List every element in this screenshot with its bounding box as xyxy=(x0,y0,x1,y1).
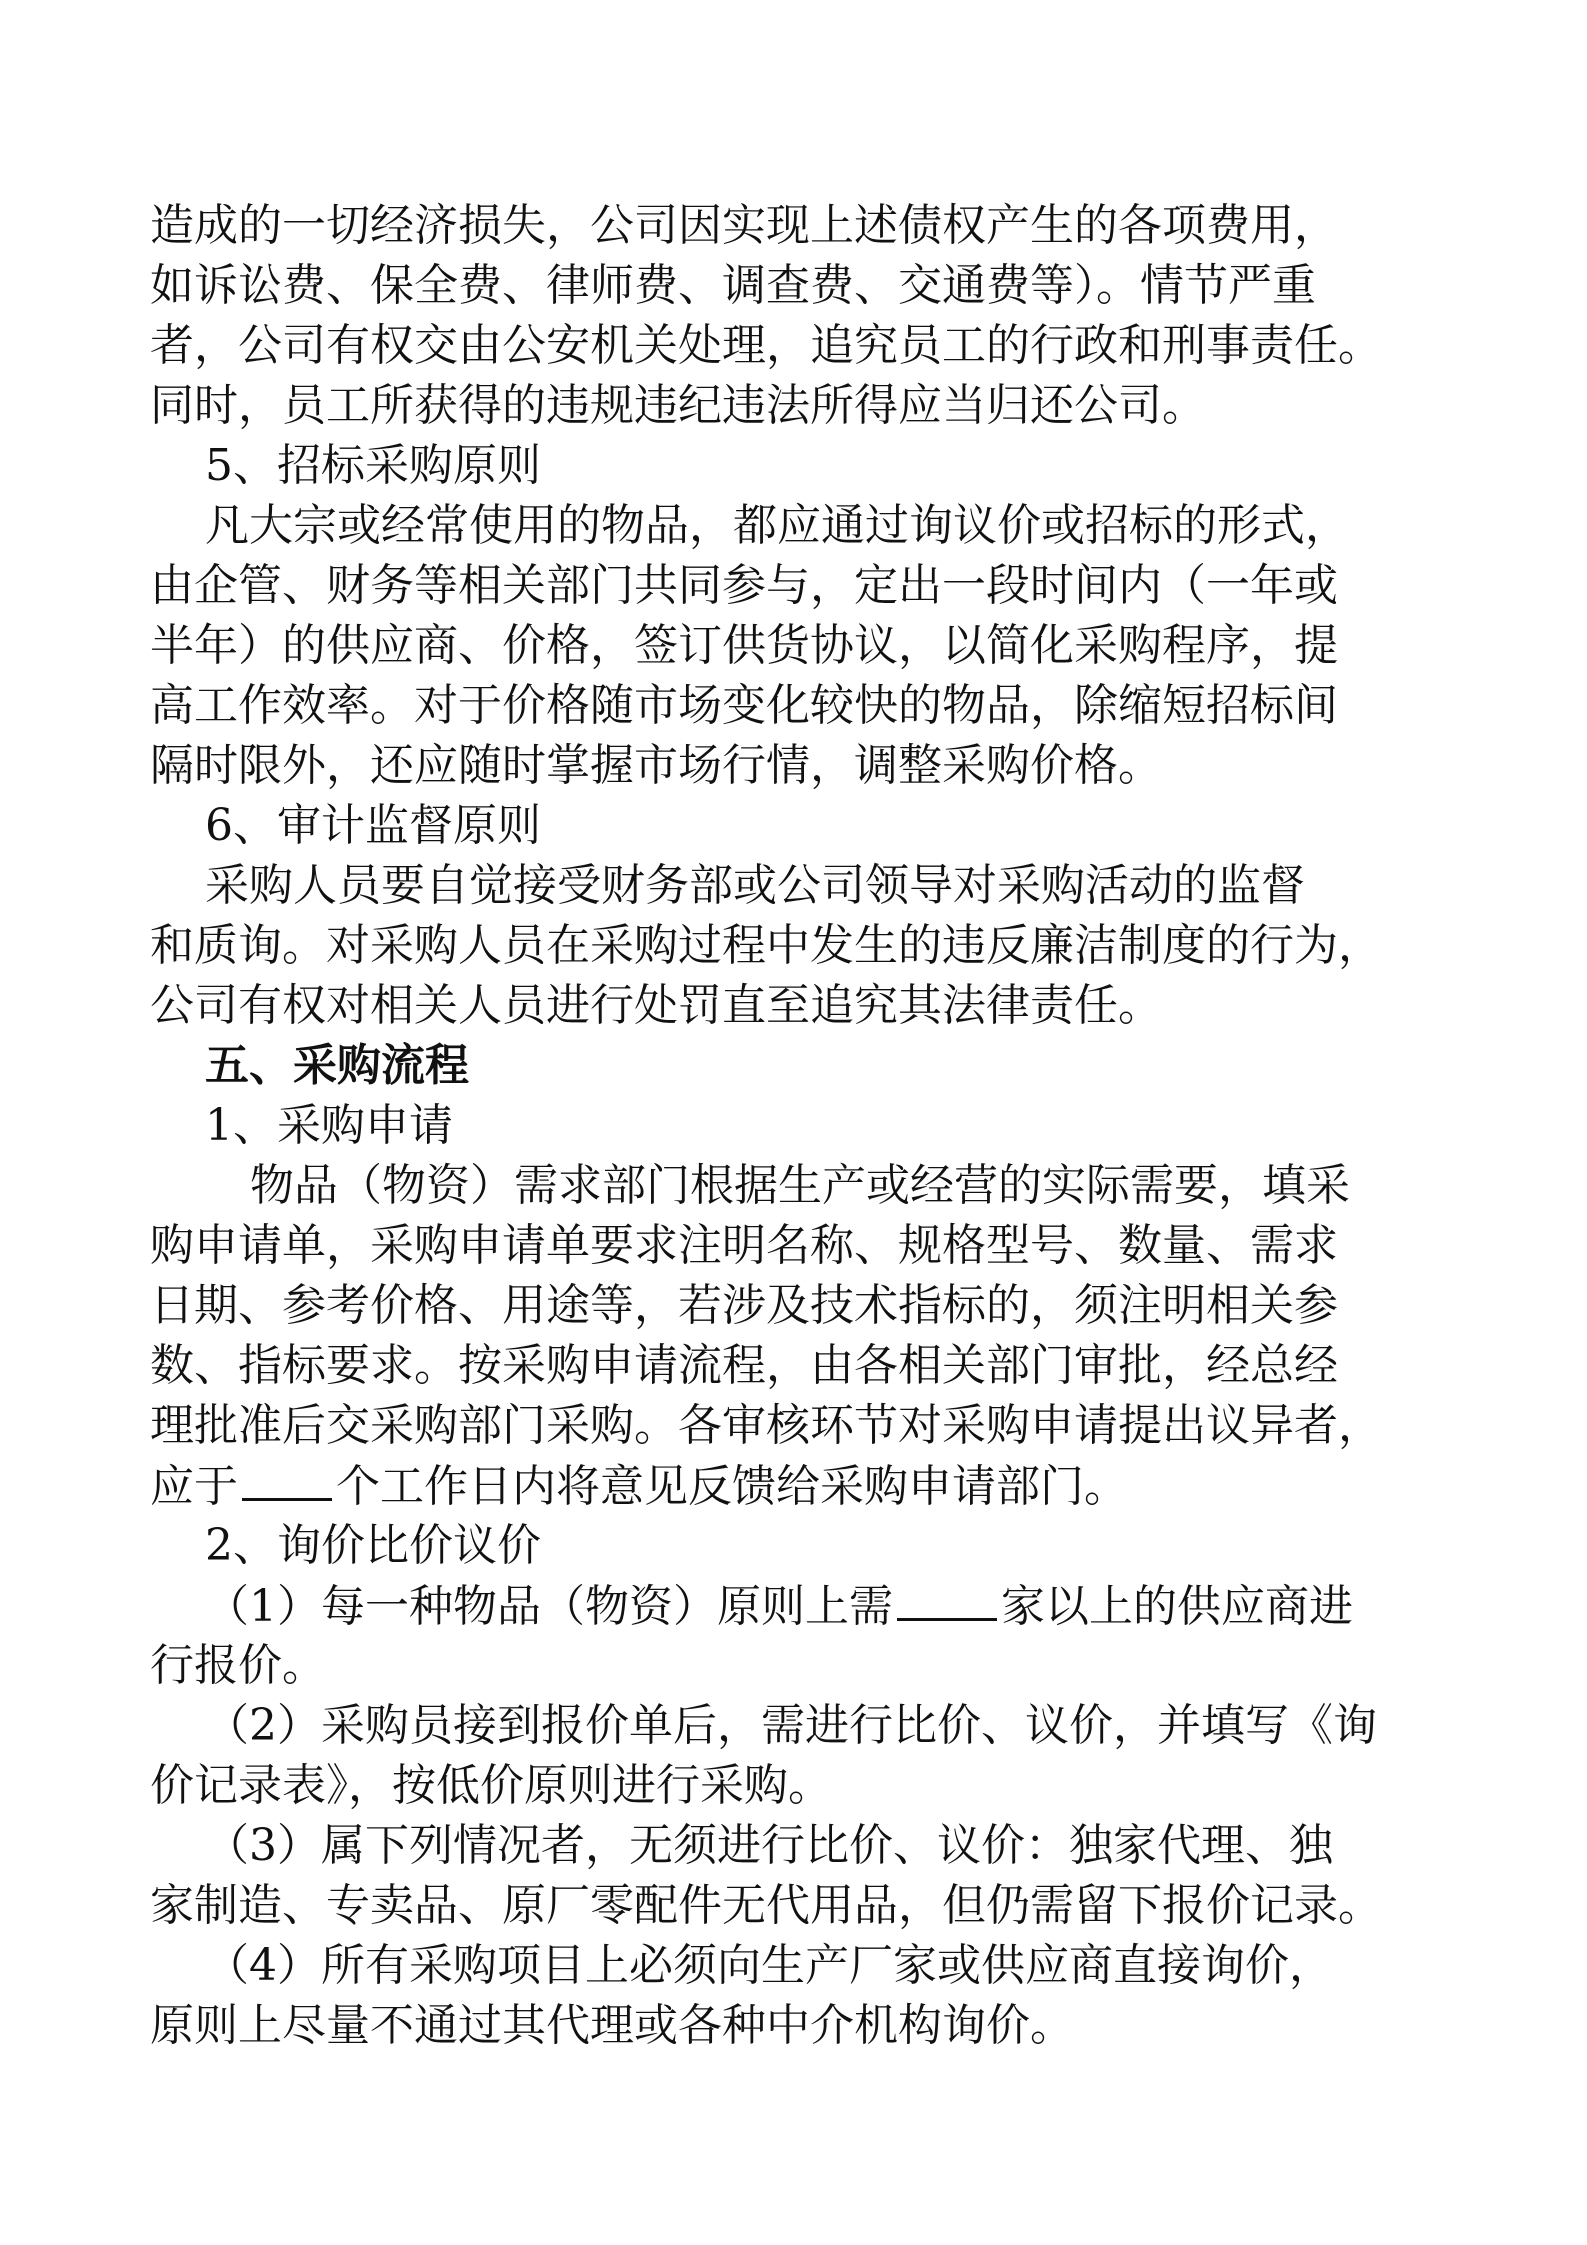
paragraph-line: 理批准后交采购部门采购。各审核环节对采购申请提出议异者， xyxy=(150,1400,1382,1451)
section-heading-2: 2、询价比价议价 xyxy=(205,1520,541,1571)
section-heading-5: 5、招标采购原则 xyxy=(205,440,541,491)
fill-in-blank xyxy=(242,1456,332,1501)
paragraph-line: （2）采购员接到报价单后，需进行比价、议价，并填写《询 xyxy=(205,1700,1377,1751)
paragraph-line: 高工作效率。对于价格随市场变化较快的物品，除缩短招标间 xyxy=(150,680,1338,731)
paragraph-line-with-blank xyxy=(205,1576,1505,1636)
paragraph-line: 隔时限外，还应随时掌握市场行情，调整采购价格。 xyxy=(150,740,1162,791)
paragraph-line: 同时，员工所获得的违规违纪违法所得应当归还公司。 xyxy=(150,380,1206,431)
paragraph-line: 造成的一切经济损失，公司因实现上述债权产生的各项费用， xyxy=(150,200,1338,251)
paragraph-line: 如诉讼费、保全费、律师费、调查费、交通费等）。情节严重 xyxy=(150,260,1316,311)
chapter-heading: 五、采购流程 xyxy=(205,1040,469,1091)
paragraph-line-with-blank xyxy=(150,1456,1450,1516)
paragraph-line: （4）所有采购项目上必须向生产厂家或供应商直接询价， xyxy=(205,1940,1333,1991)
paragraph-line: 采购人员要自觉接受财务部或公司领导对采购活动的监督 xyxy=(205,860,1305,911)
paragraph-line: 和质询。对采购人员在采购过程中发生的违反廉洁制度的行为， xyxy=(150,920,1382,971)
paragraph-line: 行报价。 xyxy=(150,1640,326,1691)
paragraph-line: 物品（物资）需求部门根据生产或经营的实际需要，填采 xyxy=(250,1160,1350,1211)
paragraph-line: 者，公司有权交由公安机关处理，追究员工的行政和刑事责任。 xyxy=(150,320,1382,371)
section-heading-6: 6、审计监督原则 xyxy=(205,800,541,851)
paragraph-line: 半年）的供应商、价格，签订供货协议，以简化采购程序，提 xyxy=(150,620,1338,671)
section-heading-1: 1、采购申请 xyxy=(205,1100,453,1151)
text-fragment: 个工作日内将意见反馈给采购申请部门。 xyxy=(336,1461,1128,1512)
text-fragment: （1）每一种物品（物资）原则上需 xyxy=(205,1581,893,1632)
paragraph-line: 日期、参考价格、用途等，若涉及技术指标的，须注明相关参 xyxy=(150,1280,1338,1331)
paragraph-line: 凡大宗或经常使用的物品，都应通过询议价或招标的形式， xyxy=(205,500,1349,551)
paragraph-line: （3）属下列情况者，无须进行比价、议价：独家代理、独 xyxy=(205,1820,1333,1871)
fill-in-blank xyxy=(897,1576,997,1621)
paragraph-line: 原则上尽量不通过其代理或各种中介机构询价。 xyxy=(150,2000,1074,2051)
paragraph-line: 家制造、专卖品、原厂零配件无代用品，但仍需留下报价记录。 xyxy=(150,1880,1382,1931)
paragraph-line: 数、指标要求。按采购申请流程，由各相关部门审批，经总经 xyxy=(150,1340,1338,1391)
paragraph-line: 由企管、财务等相关部门共同参与，定出一段时间内（一年或 xyxy=(150,560,1338,611)
paragraph-line: 公司有权对相关人员进行处罚直至追究其法律责任。 xyxy=(150,980,1162,1031)
text-fragment: 家以上的供应商进 xyxy=(1001,1581,1353,1632)
text-fragment: 应于 xyxy=(150,1461,238,1512)
paragraph-line: 购申请单，采购申请单要求注明名称、规格型号、数量、需求 xyxy=(150,1220,1338,1271)
paragraph-line: 价记录表》，按低价原则进行采购。 xyxy=(150,1760,832,1811)
